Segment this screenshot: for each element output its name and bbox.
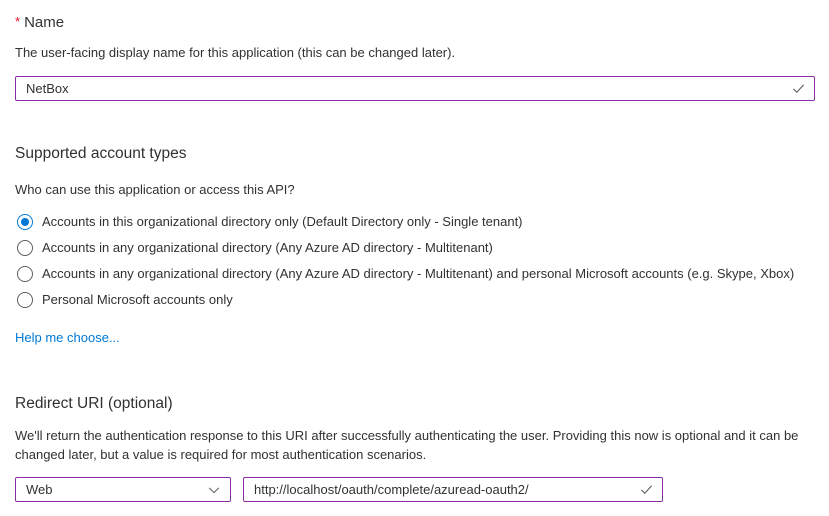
name-label-text: Name [24, 14, 65, 31]
account-types-question: Who can use this application or access this API? [15, 182, 295, 197]
radio-label: Accounts in any organizational directory (Any Azure AD directory - Multitenant) [42, 240, 493, 255]
radio-label: Accounts in this organizational directory only (Default Directory only - Single tenant) [42, 214, 523, 229]
platform-select-value: Web [26, 482, 53, 497]
name-input[interactable] [26, 81, 791, 96]
help-me-choose-link[interactable]: Help me choose... [15, 330, 120, 345]
radio-label: Personal Microsoft accounts only [42, 292, 233, 307]
radio-single-tenant[interactable] [15, 209, 815, 235]
redirect-uri-description: We'll return the authentication response to this URI after successfully authenticating the user. Providing this now is optional and it can be changed later, but a value is required for most authentication scenarios. [15, 428, 799, 462]
radio-multitenant-personal[interactable] [15, 261, 815, 287]
name-field-label [15, 12, 815, 33]
checkmark-icon [791, 81, 806, 96]
radio-button-icon [17, 266, 33, 282]
required-asterisk: * [15, 14, 21, 29]
name-field-description: The user-facing display name for this application (this can be changed later). [15, 45, 456, 60]
supported-account-types-heading: Supported account types [15, 145, 187, 162]
redirect-uri-input-container [243, 477, 663, 502]
chevron-down-icon [207, 483, 221, 497]
redirect-uri-row [15, 477, 815, 502]
radio-personal-only[interactable] [15, 287, 815, 313]
account-types-radio-group [15, 209, 815, 313]
radio-button-icon [17, 214, 33, 230]
redirect-uri-input[interactable] [254, 482, 639, 497]
radio-button-icon [17, 240, 33, 256]
checkmark-icon [639, 482, 654, 497]
name-input-container [15, 76, 815, 101]
radio-label: Accounts in any organizational directory (Any Azure AD directory - Multitenant) and personal Microsoft accounts (e.g. Skype, Xbox) [42, 266, 795, 281]
radio-multitenant[interactable] [15, 235, 815, 261]
redirect-uri-heading: Redirect URI (optional) [15, 395, 173, 412]
platform-select-dropdown[interactable] [15, 477, 231, 502]
radio-button-icon [17, 292, 33, 308]
